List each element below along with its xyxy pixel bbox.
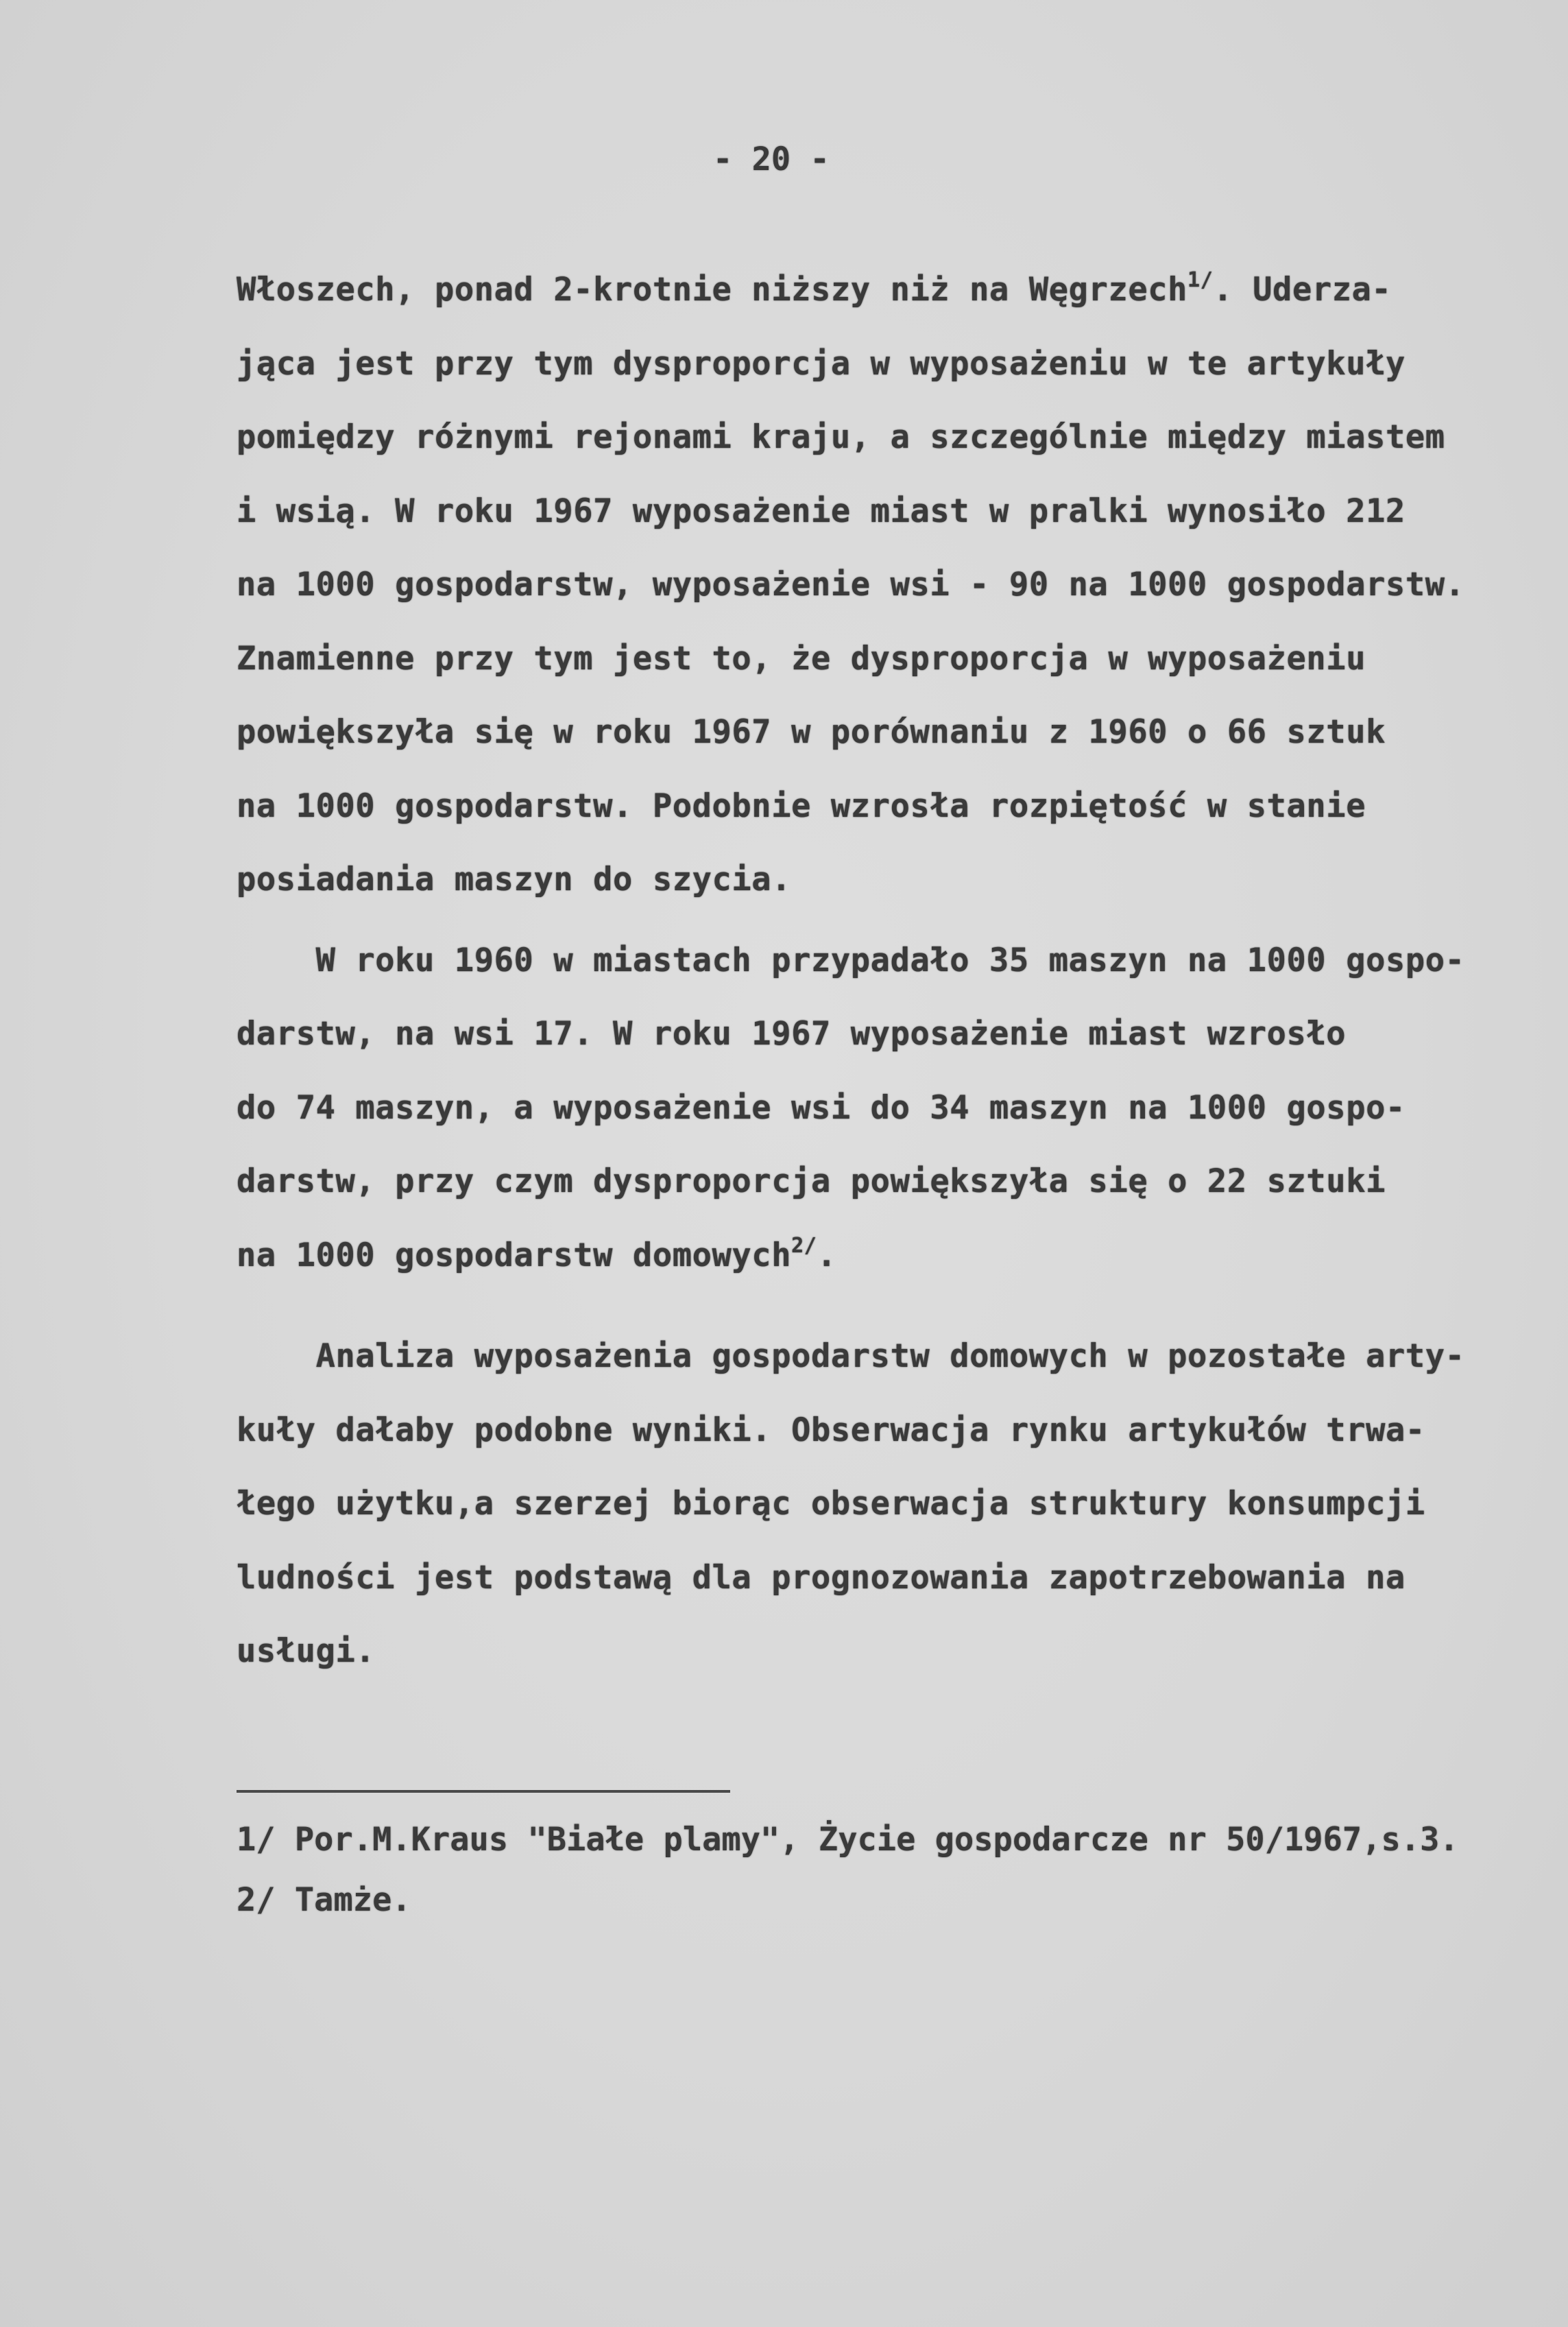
body-line: [237, 418, 1445, 456]
body-line: [237, 1559, 1406, 1597]
body-line-text: i wsią. W roku 1967 wyposażenie miast w pralki wynosiło 212: [237, 492, 1406, 530]
body-line-text: ludności jest podstawą dla prognozowania zapotrzebowania na: [237, 1558, 1406, 1597]
body-line-text: pomiędzy różnymi rejonami kraju, a szczególnie między miastem: [237, 418, 1445, 456]
body-line: [237, 1015, 1346, 1053]
body-line-tail: . Uderza-: [1213, 271, 1392, 309]
body-line: [237, 1233, 837, 1274]
body-line: [237, 1411, 1425, 1449]
body-line-text: kuły dałaby podobne wyniki. Obserwacja rynku artykułów trwa-: [237, 1411, 1425, 1449]
body-line-text: na 1000 gospodarstw, wyposażenie wsi - 90 na 1000 gospodarstw.: [237, 566, 1465, 604]
body-line-text: łego użytku,a szerzej biorąc obserwacja struktury konsumpcji: [237, 1485, 1425, 1523]
body-line: [237, 640, 1366, 678]
body-line: [237, 713, 1386, 751]
page-number: - 20 -: [713, 141, 830, 178]
body-line-text: jąca jest przy tym dysproporcja w wyposażeniu w te artykuły: [237, 344, 1406, 383]
body-line: [237, 1162, 1386, 1200]
body-line-text: W roku 1960 w miastach przypadało 35 maszyn na 1000 gospo-: [237, 941, 1465, 979]
body-line: [237, 1485, 1425, 1523]
body-line-text: posiadania maszyn do szycia.: [237, 861, 792, 898]
body-line: [237, 787, 1366, 825]
body-line: [237, 566, 1465, 604]
body-line: [237, 492, 1406, 530]
body-line-tail: .: [817, 1236, 837, 1274]
body-line: [237, 345, 1406, 383]
body-line: [237, 1632, 375, 1670]
footnote-2: 2/ Tamże.: [237, 1881, 411, 1919]
body-line: [237, 942, 1465, 979]
body-line-text: darstw, przy czym dysproporcja powiększyła się o 22 sztuki: [237, 1162, 1386, 1200]
footnote-1: 1/ Por.M.Kraus "Białe plamy", Życie gospodarcze nr 50/1967,s.3.: [237, 1821, 1459, 1859]
footnote-separator: [237, 1790, 730, 1793]
footnote-ref: 2/: [791, 1233, 817, 1258]
body-line: [237, 1337, 1465, 1375]
body-line-text: Włoszech, ponad 2-krotnie niższy niż na Węgrzech: [237, 271, 1188, 309]
body-line-text: na 1000 gospodarstw domowych: [237, 1236, 792, 1274]
body-line-text: do 74 maszyn, a wyposażenie wsi do 34 maszyn na 1000 gospo-: [237, 1088, 1406, 1127]
body-line: [237, 1089, 1406, 1127]
footnote-ref: 1/: [1187, 268, 1214, 292]
body-line-text: Analiza wyposażenia gospodarstw domowych w pozostałe arty-: [237, 1337, 1465, 1375]
body-line: [237, 268, 1392, 309]
body-line-text: darstw, na wsi 17. W roku 1967 wyposażenie miast wzrosło: [237, 1015, 1347, 1053]
body-line-text: Znamienne przy tym jest to, że dysproporcja w wyposażeniu: [237, 639, 1366, 678]
body-line-text: usługi.: [237, 1632, 376, 1670]
body-line-text: powiększyła się w roku 1967 w porównaniu z 1960 o 66 sztuk: [237, 713, 1386, 751]
body-line: [237, 861, 791, 898]
body-line-text: na 1000 gospodarstw. Podobnie wzrosła rozpiętość w stanie: [237, 787, 1366, 825]
